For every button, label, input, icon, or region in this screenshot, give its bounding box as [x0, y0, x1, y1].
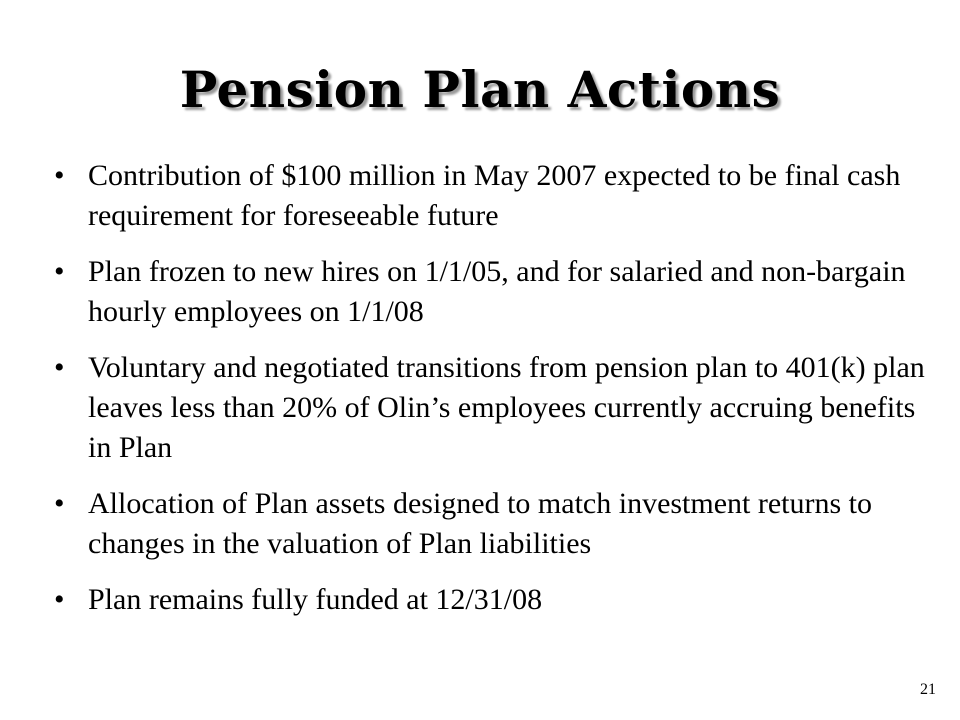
slide-title: Pension Plan Actions: [179, 60, 781, 119]
bullet-item: [50, 484, 930, 564]
bullet-item: [50, 580, 930, 620]
bullet-dot-icon: •: [54, 583, 65, 616]
bullet-dot-icon: •: [54, 255, 65, 288]
bullet-text: Voluntary and negotiated transitions from pension plan to 401(k) plan leaves less than 20% of Olin’s employees currently accruing benefits in Plan: [88, 351, 925, 464]
bullet-dot-icon: •: [54, 487, 65, 520]
bullet-text: Plan remains fully funded at 12/31/08: [88, 583, 543, 616]
bullet-dot-icon: •: [54, 159, 65, 192]
bullet-list: [50, 156, 930, 636]
bullet-dot-icon: •: [54, 351, 65, 384]
bullet-item: [50, 252, 930, 332]
bullet-item: [50, 348, 930, 468]
bullet-text: Allocation of Plan assets designed to match investment returns to changes in the valuation of Plan liabilities: [88, 487, 873, 560]
bullet-text: Plan frozen to new hires on 1/1/05, and for salaried and non-bargain hourly employees on 1/1/08: [88, 255, 906, 328]
page-number: 21: [920, 681, 936, 698]
bullet-item: [50, 156, 930, 236]
bullet-text: Contribution of $100 million in May 2007 expected to be final cash requirement for foreseeable future: [88, 159, 901, 232]
